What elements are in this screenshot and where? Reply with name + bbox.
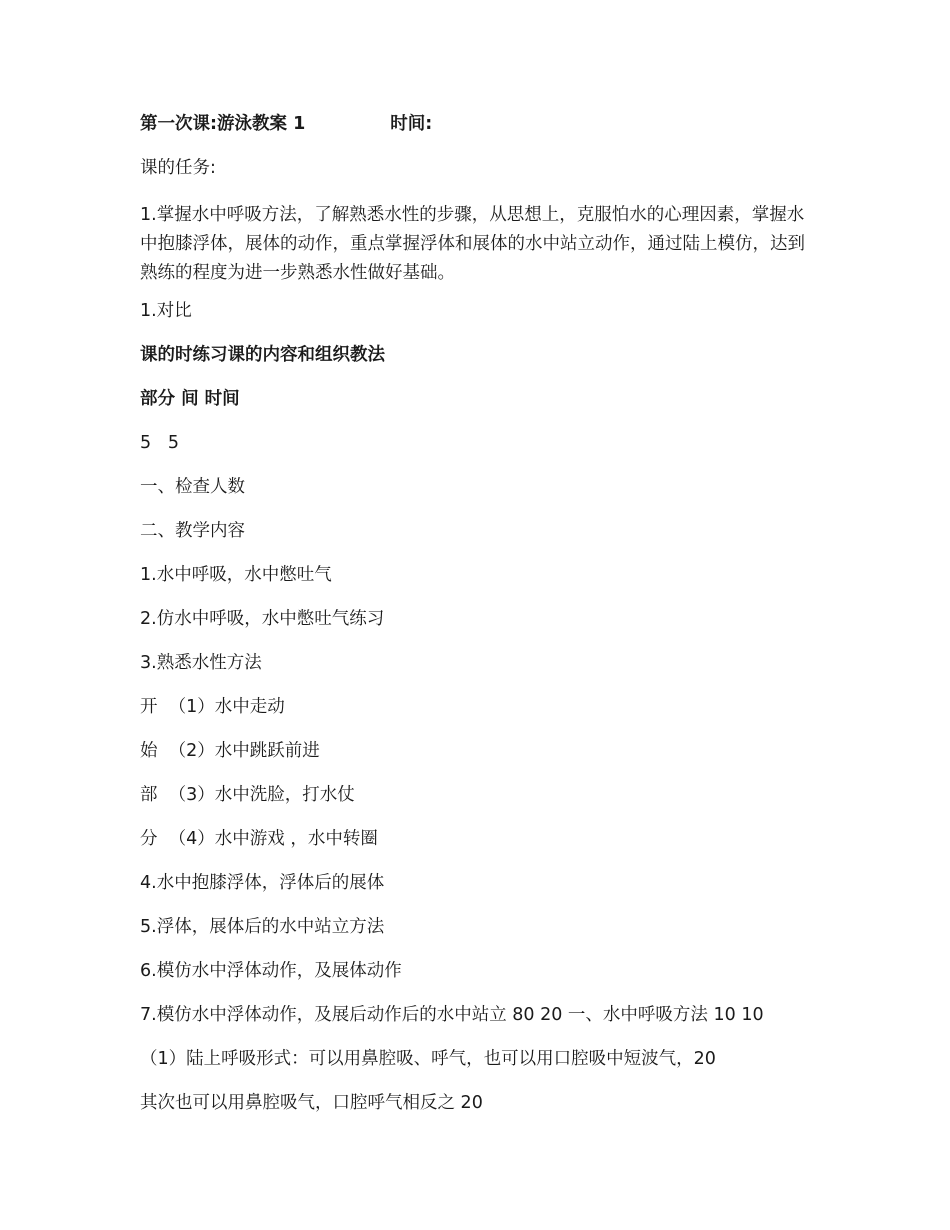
content-line: 部分 间 时间 — [140, 389, 240, 409]
content-line: 1.水中呼吸，水中憋吐气 — [140, 565, 332, 585]
content-line: 6.模仿水中浮体动作，及展体动作 — [140, 961, 402, 981]
time-label: 时间: — [390, 114, 433, 134]
content-line: （1）陆上呼吸形式：可以用鼻腔吸、呼气，也可以用口腔吸中短波气，20 — [140, 1049, 716, 1069]
content-line: 3.熟悉水性方法 — [140, 653, 262, 673]
content-line: 其次也可以用鼻腔吸气，口腔呼气相反之 20 — [140, 1093, 483, 1113]
content-line: 二、教学内容 — [140, 521, 245, 541]
task-body: 1.掌握水中呼吸方法，了解熟悉水性的步骤，从思想上，克服怕水的心理因素，掌握水中抱膝浮体，展体的动作，重点掌握浮体和展体的水中站立动作，通过陆上模仿，达到熟练的程度为进一步熟悉水性做好基础。 — [140, 205, 805, 283]
content-line: 开 （1）水中走动 — [140, 697, 285, 717]
content-line: 课的时练习课的内容和组织教法 — [140, 345, 385, 365]
content-line: 一、检查人数 — [140, 477, 245, 497]
content-line: 5.浮体，展体后的水中站立方法 — [140, 917, 385, 937]
content-line: 4.水中抱膝浮体，浮体后的展体 — [140, 873, 385, 893]
document-page — [140, 113, 820, 1136]
content-line: 部 （3）水中洗脸，打水仗 — [140, 785, 355, 805]
content-line: 7.模仿水中浮体动作，及展后动作后的水中站立 80 20 一、水中呼吸方法 10 10 — [140, 1005, 764, 1025]
title-row — [140, 113, 820, 135]
content-line: 分 （4）水中游戏 ，水中转圈 — [140, 829, 378, 849]
content-line: 始 （2）水中跳跃前进 — [140, 741, 320, 761]
content-line: 5 5 — [140, 433, 179, 453]
content-lines — [140, 300, 820, 1114]
content-line: 1.对比 — [140, 301, 192, 321]
task-heading: 课的任务: — [140, 158, 216, 178]
content-line: 2.仿水中呼吸，水中憋吐气练习 — [140, 609, 385, 629]
lesson-title: 第一次课:游泳教案 1 — [140, 114, 306, 134]
